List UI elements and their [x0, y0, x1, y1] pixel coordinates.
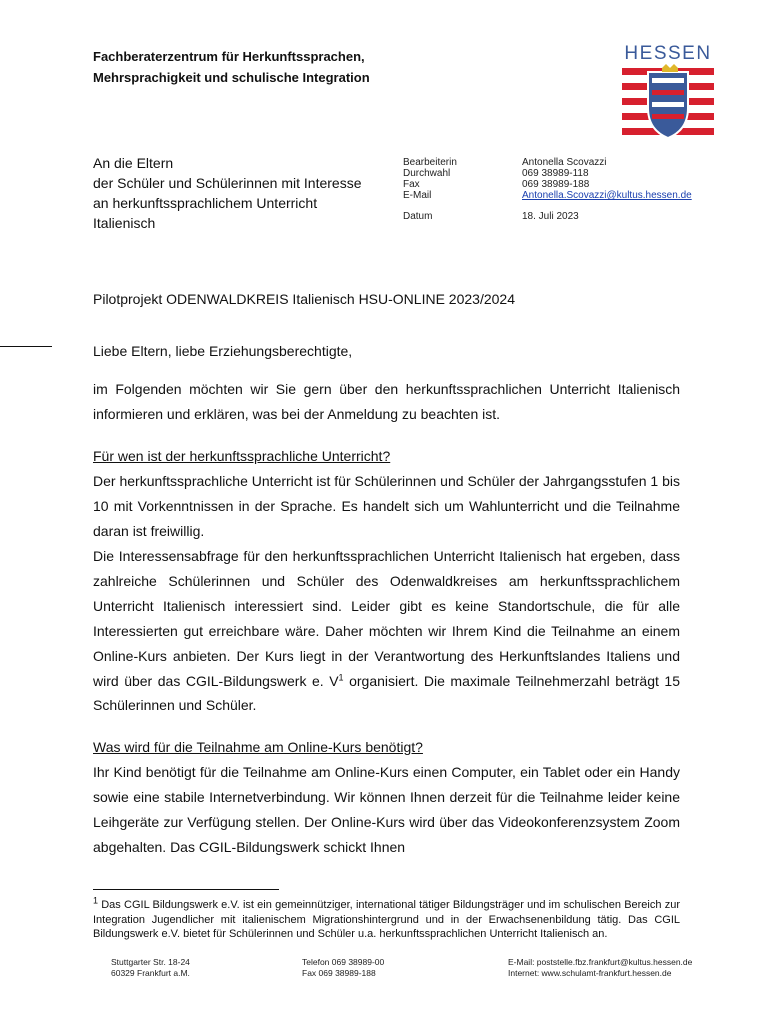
- footnote-ref: 1: [338, 671, 344, 682]
- footer-line: 60329 Frankfurt a.M.: [111, 968, 190, 978]
- footnote-text: Das CGIL Bildungswerk e.V. ist ein gemeinnütziger, international tätiger Bildungsträger und im schulischen Bereich zur Integration Jugendlicher mit italienischem Migrationshintergrund und in der Erwachsenenbildung tätig. Das CGIL Bildungswerk e.V. bietet für Schülerinnen und Schüler u.a. herkunftssprachlichen Unterricht Italienisch an.: [93, 899, 680, 941]
- meta-value-name: Antonella Scovazzi: [522, 157, 607, 168]
- footer-line: E-Mail: poststelle.fbz.frankfurt@kultus.hessen.de: [508, 957, 693, 967]
- sender-line: Fachberaterzentrum für Herkunftssprachen,: [93, 49, 365, 64]
- date-value: 18. Juli 2023: [522, 211, 579, 222]
- addressee-line: an herkunftssprachlichem Unterricht: [93, 195, 318, 211]
- meta-values: [522, 157, 692, 222]
- footnote-rule: [93, 889, 279, 890]
- hessen-coat-of-arms-icon: [622, 64, 714, 142]
- section1-paragraph1: Der herkunftssprachliche Unterricht ist für Schülerinnen und Schüler der Jahrgangsstufen 1 bis 10 mit Vorkenntnissen in der Sprache. Es handelt sich um Wahlunterricht und die Teilnahme daran ist freiwillig.: [93, 473, 680, 539]
- paragraph-text: organisiert. Die maximale Teilnehmerzahl beträgt 15 Schülerinnen und Schüler.: [93, 672, 680, 714]
- section2-heading: Was wird für die Teilnahme am Online-Kurs benötigt?: [93, 739, 423, 755]
- email-link[interactable]: Antonella.Scovazzi@kultus.hessen.de: [522, 190, 692, 201]
- meta-labels: [403, 157, 457, 222]
- footer-address: [111, 957, 190, 979]
- section2-paragraph1: Ihr Kind benötigt für die Teilnahme am Online-Kurs einen Computer, ein Tablet oder ein Handy sowie eine stabile Internetverbindung. Wir können Ihnen derzeit für die Teilnahme leider keine Leihgeräte zur Verfügung stellen. Der Online-Kurs wird über das Videokonferenzsystem Zoom abgehalten. Das CGIL-Bildungswerk schickt Ihnen: [93, 764, 680, 855]
- footnote: [93, 895, 680, 942]
- meta-value-fax: 069 38989-188: [522, 179, 590, 190]
- section1-heading: Für wen ist der herkunftssprachliche Unterricht?: [93, 448, 391, 464]
- addressee-line: der Schüler und Schülerinnen mit Interesse: [93, 175, 362, 191]
- logo-wordmark: HESSEN: [624, 43, 712, 64]
- sender-block: [93, 46, 370, 88]
- addressee-line: An die Eltern: [93, 155, 174, 171]
- meta-label: E-Mail: [403, 190, 432, 201]
- meta-value-phone: 069 38989-118: [522, 168, 589, 179]
- footer-contact: [508, 957, 692, 979]
- footer-line: Internet: www.schulamt-frankfurt.hessen.de: [508, 968, 672, 978]
- addressee-block: [93, 153, 361, 233]
- addressee-line: Italienisch: [93, 215, 156, 231]
- footer-phone: [302, 957, 384, 979]
- hessen-logo: [622, 44, 714, 147]
- footer-line: Fax 069 38989-188: [302, 968, 376, 978]
- footer-line: Telefon 069 38989-00: [302, 957, 385, 967]
- section1-paragraph2: [93, 544, 680, 718]
- letter-subject: Pilotprojekt ODENWALDKREIS Italienisch HSU-ONLINE 2023/2024: [93, 291, 515, 307]
- meta-label: Fax: [403, 179, 420, 190]
- paragraph-text: Die Interessensabfrage für den herkunftssprachlichen Unterricht Italienisch hat ergeben, dass zahlreiche Schülerinnen und Schüler des Odenwaldkreises am herkunftssprachlichem Unterricht Italienisch interessiert sind. Leider gibt es keine Standortschule, die für alle Interessierten gut erreichbare wäre. Daher möchten wir Ihrem Kind die Teilnahme an einem Online-Kurs anbieten. Der Kurs liegt in der Verantwortung des Herkunftslandes Italiens und wird über das CGIL-Bildungswerk e. V: [93, 548, 680, 689]
- footer-line: Stuttgarter Str. 18-24: [111, 957, 190, 967]
- salutation: Liebe Eltern, liebe Erziehungsberechtigte,: [93, 343, 353, 359]
- sender-line: Mehrsprachigkeit und schulische Integration: [93, 70, 370, 85]
- meta-label: Bearbeiterin: [403, 157, 457, 168]
- date-label: Datum: [403, 211, 433, 222]
- meta-label: Durchwahl: [403, 168, 451, 179]
- fold-mark: [0, 346, 52, 347]
- footnote-marker: 1: [93, 895, 99, 906]
- intro-paragraph: im Folgenden möchten wir Sie gern über den herkunftssprachlichen Unterricht Italienisch informieren und erklären, was bei der Anmeldung zu beachten ist.: [93, 381, 680, 422]
